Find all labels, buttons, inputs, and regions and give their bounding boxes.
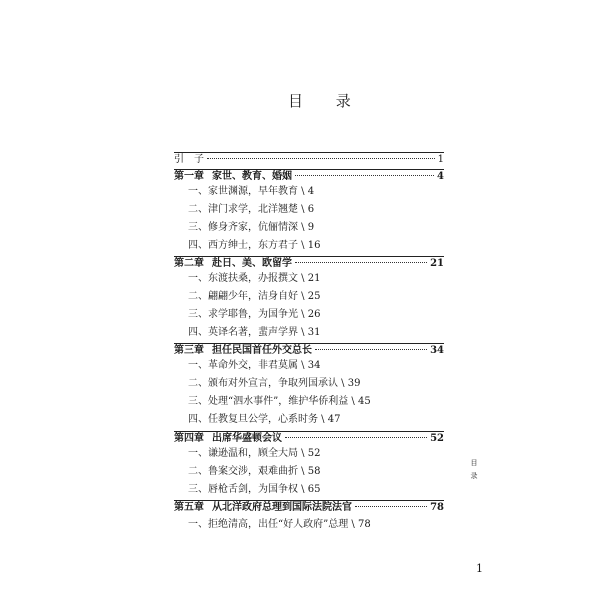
toc-section[interactable]: 二、翩翩少年，洁身自好 \ 25: [188, 291, 321, 302]
chapter-title: 从北洋政府总理到国际法院法官: [212, 502, 352, 513]
page-number: 4: [437, 171, 444, 182]
chapter-title: 出席华盛顿会议: [212, 433, 282, 444]
chapter-number: 第一章: [174, 171, 204, 182]
page-title: 目 录: [288, 92, 365, 110]
toc-entry-intro[interactable]: [174, 153, 444, 167]
toc-section[interactable]: 四、任教复旦公学，心系时务 \ 47: [188, 414, 341, 425]
toc-section[interactable]: 一、谦逊温和，顾全大局 \ 52: [188, 448, 321, 459]
toc-section[interactable]: 二、津门求学，北洋翘楚 \ 6: [188, 204, 315, 215]
chapter-title: 担任民国首任外交总长: [212, 345, 312, 356]
page-number: 78: [430, 502, 444, 513]
chapter-number: 第五章: [174, 502, 204, 513]
toc-section[interactable]: 三、唇枪舌剑，为国争权 \ 65: [188, 484, 321, 495]
chapter-title: 赴日、美、欧留学: [212, 258, 292, 269]
dot-leader: [285, 437, 427, 438]
chapter-number: 第二章: [174, 258, 204, 269]
entry-label: 引 子: [174, 154, 204, 165]
dot-leader: [295, 175, 434, 176]
toc-section[interactable]: 一、家世渊源，早年教育 \ 4: [188, 186, 315, 197]
dot-leader: [315, 349, 427, 350]
toc-section[interactable]: 三、修身齐家，伉俪情深 \ 9: [188, 222, 315, 233]
running-margin-label: 目录: [470, 459, 478, 485]
chapter-title: 家世、教育、婚姻: [212, 171, 292, 182]
toc-entry-chapter-4[interactable]: [174, 432, 444, 446]
toc-section[interactable]: 一、革命外交，非君莫属 \ 34: [188, 360, 321, 371]
toc-section[interactable]: 三、求学耶鲁，为国争光 \ 26: [188, 309, 321, 320]
chapter-number: 第四章: [174, 433, 204, 444]
page-number: 21: [430, 258, 444, 269]
page-number: 34: [430, 345, 444, 356]
toc-section[interactable]: 二、颁布对外宣言，争取列国承认 \ 39: [188, 378, 361, 389]
toc-section[interactable]: 三、处理“泗水事件”，维护华侨利益 \ 45: [188, 396, 371, 407]
toc-entry-chapter-3[interactable]: [174, 344, 444, 358]
toc-entry-chapter-2[interactable]: [174, 257, 444, 271]
page-number: 52: [430, 433, 444, 444]
toc-entry-chapter-1[interactable]: [174, 170, 444, 184]
toc-section[interactable]: 二、鲁案交涉，艰难曲折 \ 58: [188, 466, 321, 477]
chapter-number: 第三章: [174, 345, 204, 356]
dot-leader: [355, 506, 427, 507]
toc-entry-chapter-5[interactable]: [174, 501, 444, 515]
toc-section[interactable]: 一、拒绝清高，出任“好人政府”总理 \ 78: [188, 519, 371, 530]
toc-section[interactable]: 四、西方绅士，东方君子 \ 16: [188, 240, 321, 251]
toc-section[interactable]: 一、东渡扶桑，办报撰文 \ 21: [188, 273, 321, 284]
page-folio: 1: [476, 562, 483, 575]
toc-section[interactable]: 四、英译名著，蜚声学界 \ 31: [188, 327, 321, 338]
page-number: 1: [437, 154, 444, 165]
dot-leader: [295, 262, 427, 263]
dot-leader: [207, 158, 435, 159]
